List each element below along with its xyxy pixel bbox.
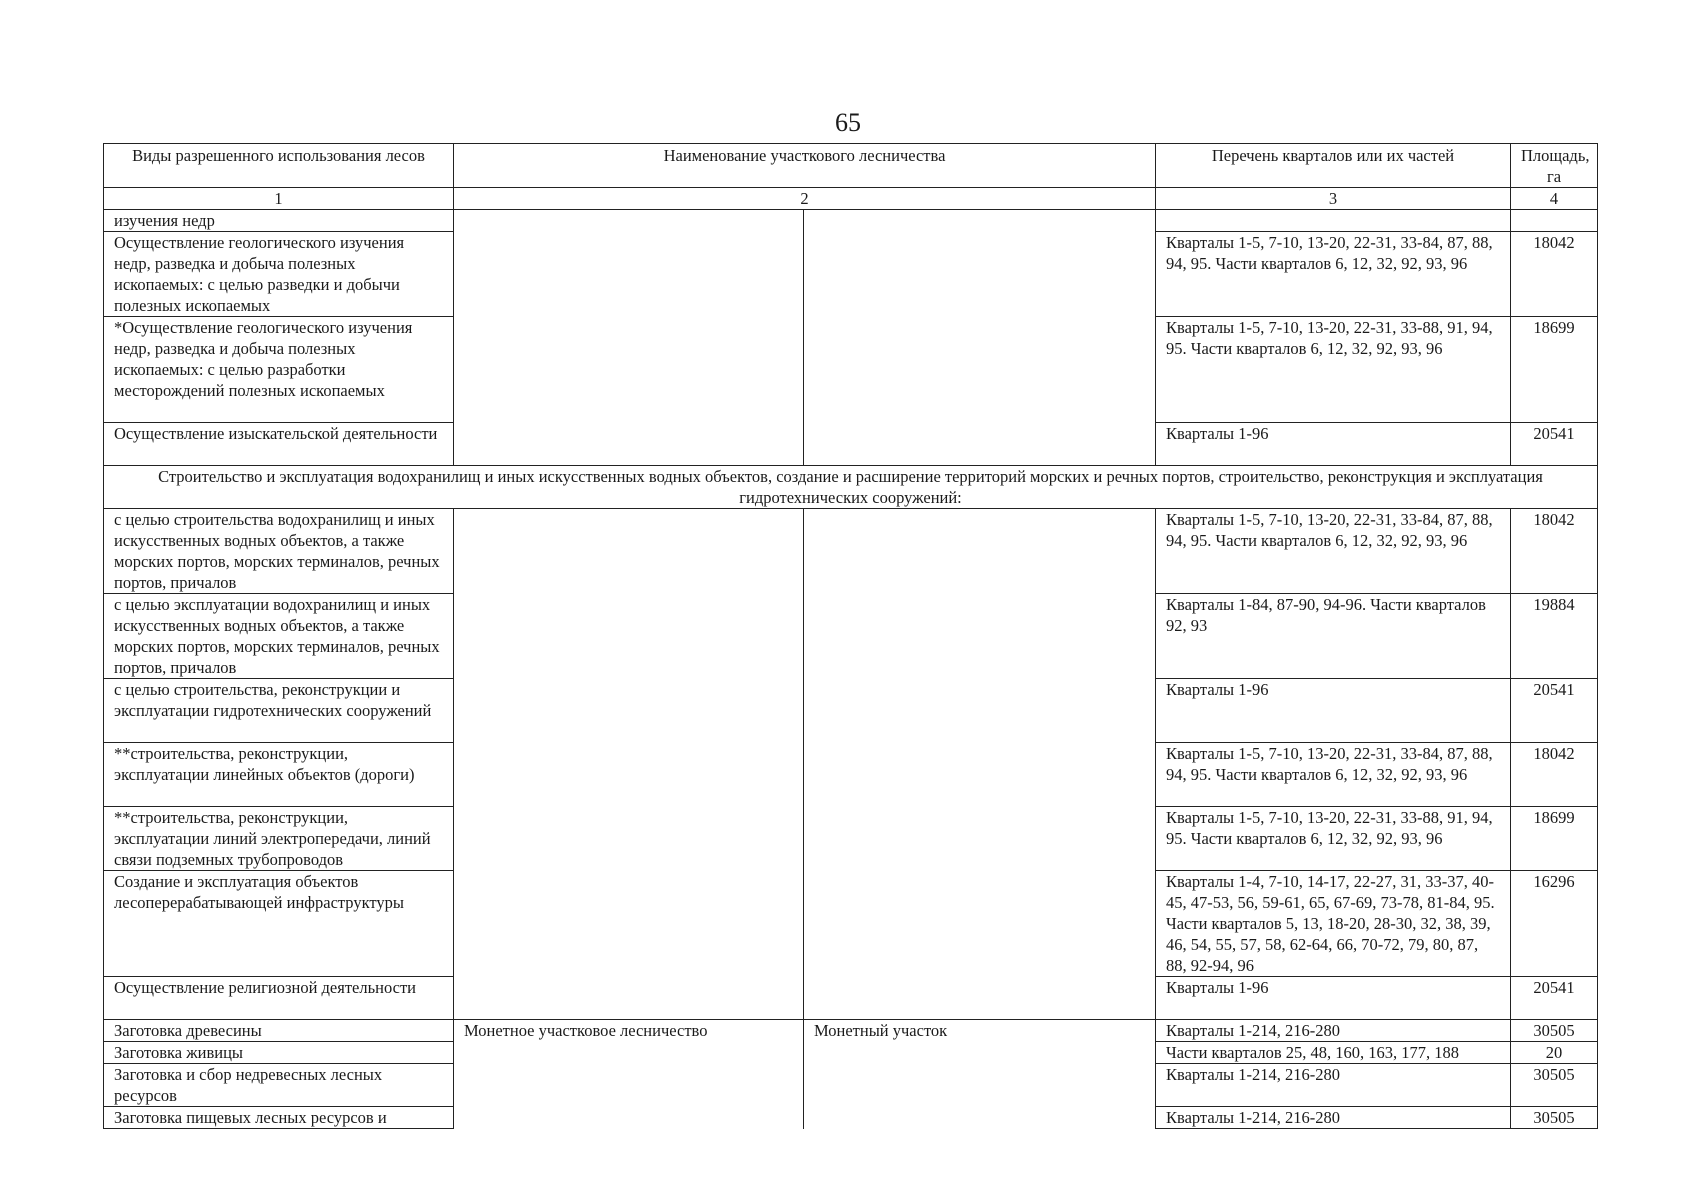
area-cell: 18699 (1511, 317, 1598, 423)
use-type-cell: Осуществление религиозной деятельности (104, 977, 454, 1020)
area-cell: 18699 (1511, 807, 1598, 871)
header-quarters: Перечень кварталов или их частей (1156, 144, 1511, 188)
table-row (104, 509, 1598, 594)
area-cell: 30505 (1511, 1107, 1598, 1129)
quarters-cell (1156, 210, 1511, 232)
section-heading-row (104, 466, 1598, 509)
use-type-cell: Заготовка древесины (104, 1020, 454, 1042)
quarters-cell: Кварталы 1-96 (1156, 977, 1511, 1020)
use-type-cell: изучения недр (104, 210, 454, 232)
area-cell: 18042 (1511, 509, 1598, 594)
quarters-cell: Кварталы 1-96 (1156, 679, 1511, 743)
area-cell: 20541 (1511, 679, 1598, 743)
district-cell: Монетный участок (804, 1020, 1156, 1129)
use-type-cell: с целью строительства водохранилищ и иных искусственных водных объектов, а также морских портов, морских терминалов, речных портов, причалов (104, 509, 454, 594)
quarters-cell: Кварталы 1-4, 7-10, 14-17, 22-27, 31, 33-37, 40-45, 47-53, 56, 59-61, 65, 67-69, 73-78, 81-84, 95. Части кварталов 5, 13, 18-20, 28-30, 32, 38, 39, 46, 54, 55, 57, 58, 62-64, 66, 70-72, 79, 80, 87, 88, 92-94, 96 (1156, 871, 1511, 977)
area-cell: 20 (1511, 1042, 1598, 1064)
use-type-cell: Осуществление геологического изучения недр, разведка и добыча полезных ископаемых: с целью разведки и добычи полезных ископаемых (104, 232, 454, 317)
use-type-cell: с целью эксплуатации водохранилищ и иных искусственных водных объектов, а также морских портов, морских терминалов, речных портов, причалов (104, 594, 454, 679)
area-cell (1511, 210, 1598, 232)
forestry-cell (454, 509, 804, 1020)
table-row (104, 1020, 1598, 1042)
quarters-cell: Кварталы 1-5, 7-10, 13-20, 22-31, 33-88, 91, 94, 95. Части кварталов 6, 12, 32, 92, 93, 96 (1156, 807, 1511, 871)
use-type-cell: с целью строительства, реконструкции и эксплуатации гидротехнических сооружений (104, 679, 454, 743)
column-number: 2 (454, 188, 1156, 210)
quarters-cell: Кварталы 1-96 (1156, 423, 1511, 466)
area-cell: 18042 (1511, 743, 1598, 807)
column-number: 1 (104, 188, 454, 210)
quarters-cell: Кварталы 1-5, 7-10, 13-20, 22-31, 33-84, 87, 88, 94, 95. Части кварталов 6, 12, 32, 92, 93, 96 (1156, 743, 1511, 807)
use-type-cell: Заготовка пищевых лесных ресурсов и (104, 1107, 454, 1129)
area-cell: 19884 (1511, 594, 1598, 679)
use-type-cell: Осуществление изыскательской деятельности (104, 423, 454, 466)
use-type-cell: Заготовка и сбор недревесных лесных ресурсов (104, 1064, 454, 1107)
page-number: 65 (835, 108, 861, 137)
column-number: 3 (1156, 188, 1511, 210)
column-number-row (104, 188, 1598, 210)
quarters-cell: Кварталы 1-214, 216-280 (1156, 1064, 1511, 1107)
quarters-cell: Кварталы 1-214, 216-280 (1156, 1107, 1511, 1129)
quarters-cell: Части кварталов 25, 48, 160, 163, 177, 188 (1156, 1042, 1511, 1064)
quarters-cell: Кварталы 1-5, 7-10, 13-20, 22-31, 33-84, 87, 88, 94, 95. Части кварталов 6, 12, 32, 92, 93, 96 (1156, 232, 1511, 317)
district-cell (804, 509, 1156, 1020)
district-cell (804, 210, 1156, 466)
area-cell: 18042 (1511, 232, 1598, 317)
forest-use-table (103, 143, 1598, 1129)
table-row (104, 210, 1598, 232)
table-header-row (104, 144, 1598, 188)
quarters-cell: Кварталы 1-5, 7-10, 13-20, 22-31, 33-84, 87, 88, 94, 95. Части кварталов 6, 12, 32, 92, 93, 96 (1156, 509, 1511, 594)
area-cell: 30505 (1511, 1020, 1598, 1042)
quarters-cell: Кварталы 1-214, 216-280 (1156, 1020, 1511, 1042)
header-use-type: Виды разрешенного использования лесов (104, 144, 454, 188)
area-cell: 30505 (1511, 1064, 1598, 1107)
use-type-cell: Создание и эксплуатация объектов лесоперерабатывающей инфраструктуры (104, 871, 454, 977)
use-type-cell: Заготовка живицы (104, 1042, 454, 1064)
use-type-cell: *Осуществление геологического изучения недр, разведка и добыча полезных ископаемых: с целью разработки месторождений полезных ископаемых (104, 317, 454, 423)
header-area: Площадь, га (1511, 144, 1598, 188)
area-cell: 20541 (1511, 977, 1598, 1020)
header-forestry-name: Наименование участкового лесничества (454, 144, 1156, 188)
area-cell: 20541 (1511, 423, 1598, 466)
quarters-cell: Кварталы 1-84, 87-90, 94-96. Части кварталов 92, 93 (1156, 594, 1511, 679)
forestry-cell: Монетное участковое лесничество (454, 1020, 804, 1129)
forestry-cell (454, 210, 804, 466)
use-type-cell: **строительства, реконструкции, эксплуатации линейных объектов (дороги) (104, 743, 454, 807)
area-cell: 16296 (1511, 871, 1598, 977)
section-heading: Строительство и эксплуатация водохранилищ и иных искусственных водных объектов, создание и расширение территорий морских и речных портов, строительство, реконструкция и эксплуатация гидротехнических сооружений: (104, 466, 1598, 509)
column-number: 4 (1511, 188, 1598, 210)
quarters-cell: Кварталы 1-5, 7-10, 13-20, 22-31, 33-88, 91, 94, 95. Части кварталов 6, 12, 32, 92, 93, 96 (1156, 317, 1511, 423)
use-type-cell: **строительства, реконструкции, эксплуатации линий электропередачи, линий связи подземных трубопроводов (104, 807, 454, 871)
